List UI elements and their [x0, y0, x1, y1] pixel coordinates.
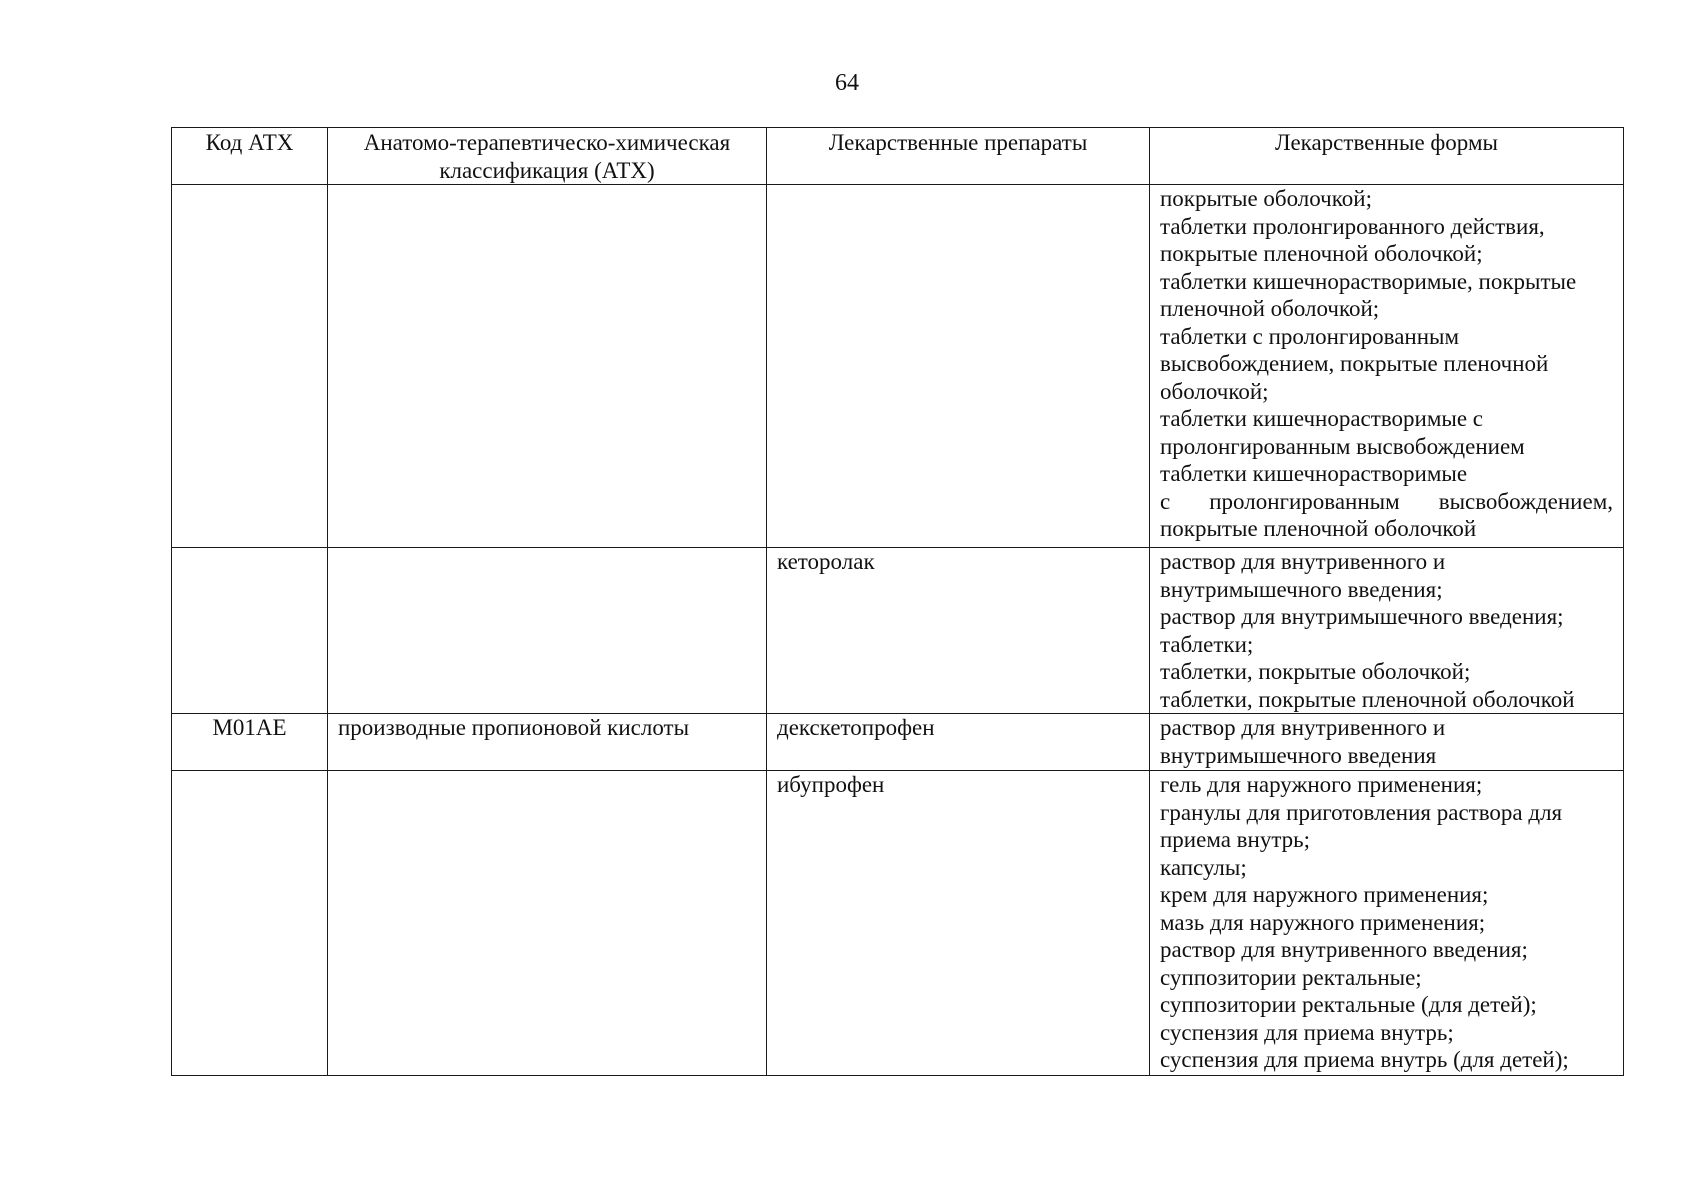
table-row	[172, 714, 1624, 771]
dosage-form-line: таблетки с пролонгированным	[1160, 323, 1460, 349]
atx-drug-table	[171, 127, 1624, 1076]
cell-drug: декскетопрофен	[767, 714, 1150, 771]
dosage-form-line: приема внутрь;	[1160, 827, 1311, 852]
cell-classification: производные пропионовой кислоты	[328, 714, 767, 771]
dosage-form-line: гель для наружного применения;	[1160, 772, 1483, 797]
dosage-form-line: капсулы;	[1160, 854, 1247, 880]
dosage-form-line: крем для наружного применения;	[1160, 882, 1489, 907]
dosage-form-line: суппозитории ректальные (для детей);	[1160, 992, 1537, 1017]
dosage-form-line: суспензия для приема внутрь;	[1160, 1019, 1454, 1045]
dosage-form-line: пленочной оболочкой;	[1160, 296, 1380, 321]
cell-atx-code	[172, 548, 328, 714]
dosage-form-line: гранулы для приготовления раствора для	[1160, 799, 1563, 825]
cell-dosage-forms	[1150, 771, 1624, 1076]
dosage-form-line: таблетки пролонгированного действия,	[1160, 213, 1545, 239]
dosage-form-line: покрытые пленочной оболочкой	[1160, 516, 1477, 541]
table-header-row	[172, 128, 1624, 185]
cell-atx-code: M01AE	[172, 714, 328, 771]
cell-dosage-forms	[1150, 714, 1624, 771]
dosage-form-line: таблетки кишечнорастворимые с	[1160, 406, 1483, 431]
cell-drug: кеторолак	[767, 548, 1150, 714]
cell-atx-code	[172, 771, 328, 1076]
dosage-form-line: суспензия для приема внутрь (для детей);	[1160, 1047, 1569, 1072]
dosage-form-line: высвобождением, покрытые пленочной	[1160, 351, 1549, 376]
cell-drug	[767, 185, 1150, 548]
cell-dosage-forms	[1150, 185, 1624, 548]
dosage-form-line: покрытые пленочной оболочкой;	[1160, 241, 1483, 266]
cell-atx-code	[172, 185, 328, 548]
dosage-form-line: суппозитории ректальные;	[1160, 964, 1422, 990]
cell-classification	[328, 771, 767, 1076]
table-row	[172, 771, 1624, 1076]
dosage-form-line: оболочкой;	[1160, 378, 1269, 404]
table-row	[172, 185, 1624, 548]
dosage-form-line: раствор для внутримышечного введения;	[1160, 604, 1564, 629]
page-number: 64	[835, 70, 859, 96]
dosage-form-line: пролонгированным высвобождением	[1160, 433, 1525, 459]
cell-dosage-forms	[1150, 548, 1624, 714]
header-dosage-forms: Лекарственные формы	[1150, 128, 1624, 185]
dosage-form-line: раствор для внутривенного и	[1160, 715, 1446, 740]
dosage-form-line: внутримышечного введения	[1160, 742, 1437, 768]
dosage-form-line: с пролонгированным высвобождением,	[1160, 488, 1613, 514]
dosage-form-line: мазь для наружного применения;	[1160, 909, 1486, 935]
dosage-form-line: раствор для внутривенного и	[1160, 549, 1446, 574]
header-drugs: Лекарственные препараты	[767, 128, 1150, 185]
dosage-form-line: таблетки кишечнорастворимые, покрытые	[1160, 268, 1577, 294]
dosage-form-line: раствор для внутривенного введения;	[1160, 937, 1528, 962]
dosage-form-line: таблетки, покрытые пленочной оболочкой	[1160, 686, 1575, 712]
header-atx-classification: Анатомо-терапевтическо-химическая классификация (АТХ)	[328, 128, 767, 185]
dosage-form-line: таблетки кишечнорастворимые	[1160, 461, 1468, 486]
dosage-form-line: внутримышечного введения;	[1160, 576, 1443, 602]
dosage-form-line: покрытые оболочкой;	[1160, 186, 1372, 211]
dosage-form-line: таблетки, покрытые оболочкой;	[1160, 659, 1471, 684]
table-row	[172, 548, 1624, 714]
cell-drug: ибупрофен	[767, 771, 1150, 1076]
cell-classification	[328, 185, 767, 548]
dosage-form-line: таблетки;	[1160, 631, 1254, 657]
cell-classification	[328, 548, 767, 714]
header-atx-code: Код АТХ	[172, 128, 328, 185]
